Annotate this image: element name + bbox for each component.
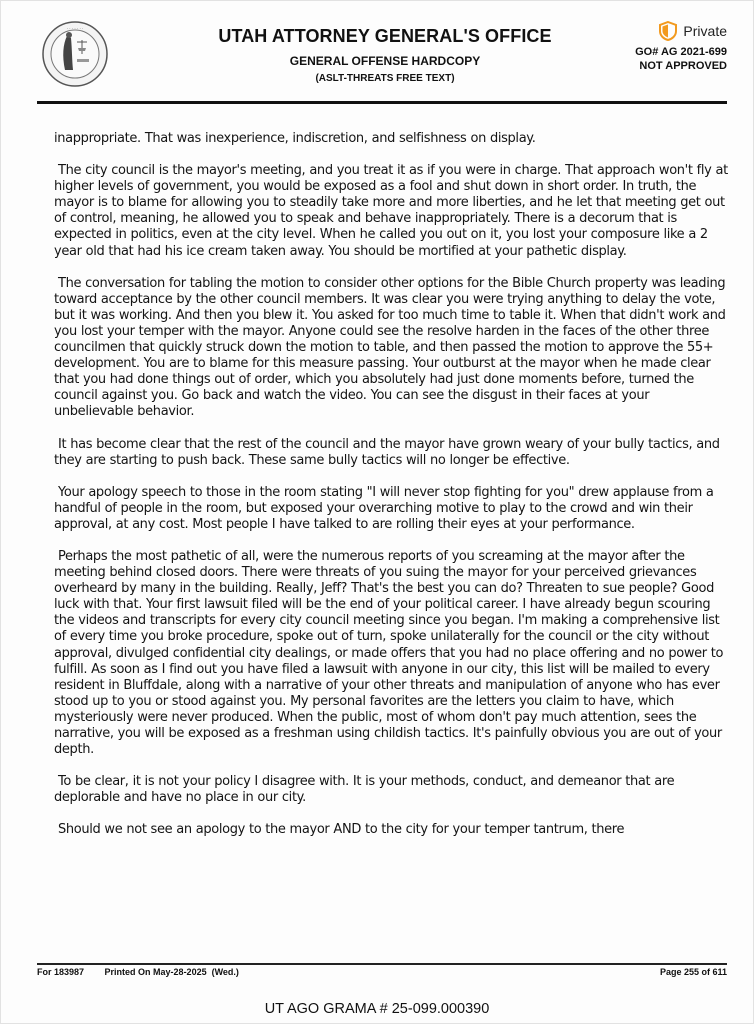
narrative-body [54, 131, 728, 854]
print-date: Printed On May-28-2025 (Wed.) [104, 967, 239, 977]
paragraph: Your apology speech to those in the room stating "I will never stop fighting for you" drew applause from a handful of people in the room, but exposed your overarching motive to play to the crowd and win their approval, at any cost. Most people I have talked to are rolling their eyes at your performance. [54, 484, 714, 532]
grama-number: UT AGO GRAMA # 25-099.000390 [264, 1001, 490, 1017]
paragraph: It has become clear that the rest of the council and the mayor have grown weary of your bully tactics, and they are starting to push back. These same bully tactics will no longer be effective. [54, 436, 720, 468]
footer-divider [37, 963, 727, 965]
footer-left [37, 967, 257, 977]
shield-icon [659, 21, 677, 41]
section-label: (ASLT-THREATS FREE TEXT) [315, 73, 455, 84]
paragraph: The conversation for tabling the motion to consider other options for the Bible Church property was leading toward acceptance by the other council members. It was clear you were trying anything to delay the vote, but it was working. And then you blew it. You asked for too much time to table it. When that didn't work and you lost your temper with the mayor. Anyone could see the resolve harden in the faces of the other three councilmen that quickly struck down the motion to table, and then passed the motion to approve the 55+ development. You are to blame for this measure passing. Your outburst at the mayor when he made clear that you had done things out of order, which you absolutely had just done moments before, turned the council against you. Go back and watch the video. You can see the disgust in their faces at your unbelievable behavior. [54, 275, 726, 420]
document-type: GENERAL OFFENSE HARDCOPY [289, 54, 481, 68]
paragraph: inappropriate. That was inexperience, indiscretion, and selfishness on display. [54, 131, 536, 146]
document-header [150, 24, 620, 85]
approval-status: NOT APPROVED [639, 60, 727, 72]
paragraph: The city council is the mayor's meeting, and you treat it as if you were in charge. That approach won't fly at higher levels of government, you would be exposed as a fool and shut down in short order. In truth, the mayor is to blame for allowing you to steadily take more and more liberties, and he let that meeting get out of control, meaning, he allowed you to speak and behave inappropriately. There is a decorum that is expected in politics, even at the city level. When he called you out on it, you lost your composure like a 2 year old that had his ice cream taken away. You should be mortified at your pathetic display. [54, 163, 728, 259]
paragraph: Perhaps the most pathetic of all, were the numerous reports of you screaming at the mayor after the meeting behind closed doors. There were threats of you suing the mayor for your perceived grievances overheard by many in the building. Really, Jeff? That's the best you can do? Threaten to sue people? Good luck with that. Your first lawsuit filed will be the end of your political career. I have already begun scouring the videos and transcripts for every city council meeting since you began. I'm making a comprehensive list of every time you broke procedure, spoke out of turn, spoke unilaterally for the council or the city without approval, divulged confidential city dealings, or made offers that you had no place offering and no power to fulfill. As soon as I find out you have filed a lawsuit with anyone in our city, this list will be mailed to every resident in Bluffdale, along with a narrative of your other threats and manipulation of anyone who has ever stood up to you or stood against you. My personal favorites are the letters you claim to have, which mysteriously were never produced. When the public, most of whom don't pay much attention, sees the narrative, you will be exposed as a freshman using childish tactics. It's painfully obvious you are out of your depth. [54, 548, 724, 758]
header-divider [37, 101, 727, 104]
go-number: GO# AG 2021-699 [635, 46, 727, 58]
case-info [635, 20, 727, 73]
paragraph: Should we not see an apology to the mayor AND to the city for your temper tantrum, there [57, 822, 625, 838]
privacy-label: Private [683, 23, 727, 39]
svg-text:· · · · · · ·: · · · · · · · [66, 26, 84, 31]
privacy-badge [635, 20, 727, 42]
state-seal-icon [41, 20, 109, 88]
requester-id: For 183987 [37, 967, 85, 977]
paragraph: To be clear, it is not your policy I disagree with. It is your methods, conduct, and demeanor that are deplorable and have no place in our city. [54, 774, 675, 806]
office-title: UTAH ATTORNEY GENERAL'S OFFICE [218, 26, 552, 46]
footer [37, 967, 727, 977]
page-number: Page 255 of 611 [659, 967, 727, 977]
